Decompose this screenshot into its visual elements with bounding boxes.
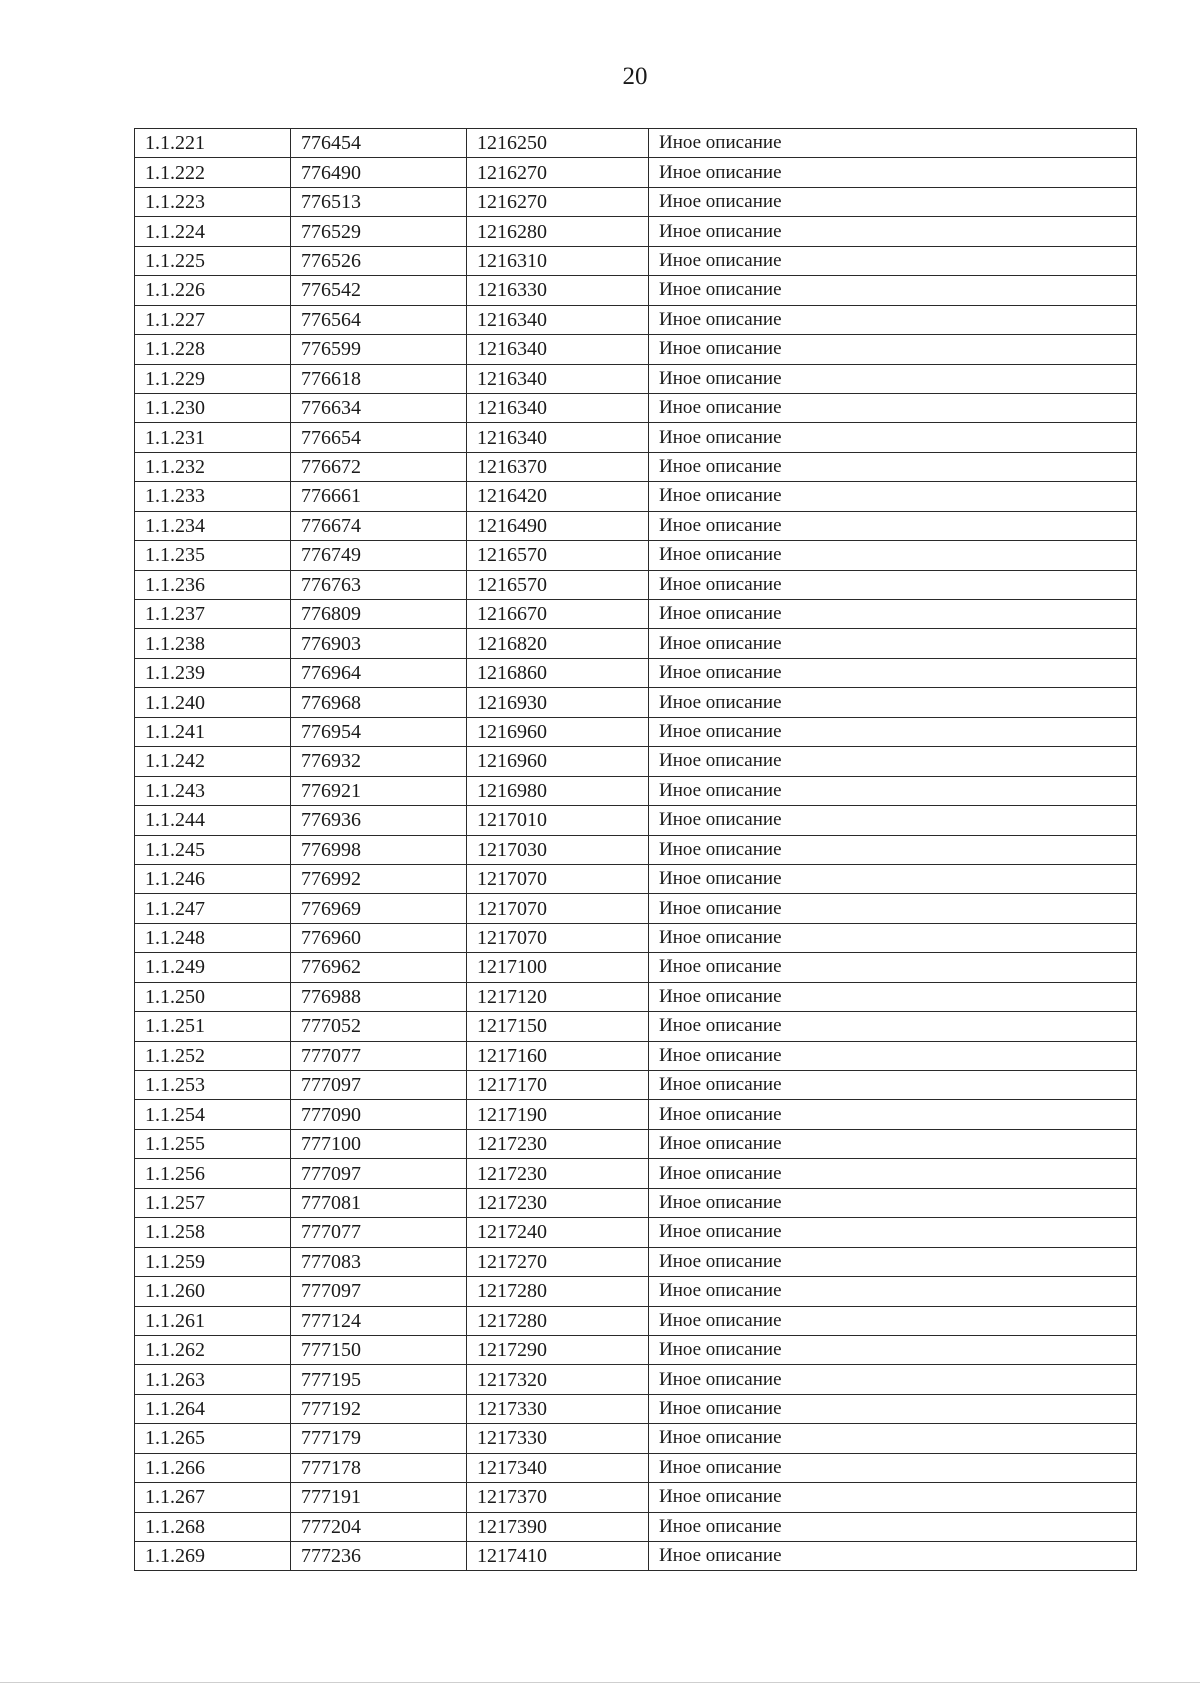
point-number-cell: 1.1.242 (135, 747, 291, 776)
x-coordinate-cell: 776674 (291, 511, 467, 540)
y-coordinate-cell: 1216310 (467, 246, 649, 275)
table-row (135, 629, 1137, 658)
y-coordinate-cell: 1217390 (467, 1512, 649, 1541)
table-row (135, 158, 1137, 187)
table-row (135, 1129, 1137, 1158)
y-coordinate-cell: 1217280 (467, 1277, 649, 1306)
description-cell: Иное описание (649, 953, 1137, 982)
table-row (135, 806, 1137, 835)
x-coordinate-cell: 776936 (291, 806, 467, 835)
x-coordinate-cell: 776809 (291, 600, 467, 629)
table-row (135, 1218, 1137, 1247)
table-row (135, 129, 1137, 158)
description-cell: Иное описание (649, 1394, 1137, 1423)
table-row (135, 1365, 1137, 1394)
y-coordinate-cell: 1216340 (467, 364, 649, 393)
point-number-cell: 1.1.259 (135, 1247, 291, 1276)
table-row (135, 747, 1137, 776)
y-coordinate-cell: 1216270 (467, 187, 649, 216)
point-number-cell: 1.1.243 (135, 776, 291, 805)
description-cell: Иное описание (649, 541, 1137, 570)
x-coordinate-cell: 776661 (291, 482, 467, 511)
table-body (135, 129, 1137, 1571)
point-number-cell: 1.1.227 (135, 305, 291, 334)
table-row (135, 452, 1137, 481)
description-cell: Иное описание (649, 1188, 1137, 1217)
x-coordinate-cell: 777124 (291, 1306, 467, 1335)
description-cell: Иное описание (649, 276, 1137, 305)
point-number-cell: 1.1.262 (135, 1335, 291, 1364)
point-number-cell: 1.1.226 (135, 276, 291, 305)
point-number-cell: 1.1.257 (135, 1188, 291, 1217)
y-coordinate-cell: 1216280 (467, 217, 649, 246)
y-coordinate-cell: 1217370 (467, 1483, 649, 1512)
table-row (135, 1453, 1137, 1482)
page-bottom-edge (0, 1682, 1200, 1683)
table-row (135, 1424, 1137, 1453)
table-row (135, 1041, 1137, 1070)
point-number-cell: 1.1.241 (135, 717, 291, 746)
x-coordinate-cell: 777077 (291, 1041, 467, 1070)
table-row (135, 393, 1137, 422)
table-row (135, 1188, 1137, 1217)
description-cell: Иное описание (649, 1335, 1137, 1364)
description-cell: Иное описание (649, 1365, 1137, 1394)
x-coordinate-cell: 776964 (291, 658, 467, 687)
point-number-cell: 1.1.240 (135, 688, 291, 717)
point-number-cell: 1.1.237 (135, 600, 291, 629)
point-number-cell: 1.1.247 (135, 894, 291, 923)
point-number-cell: 1.1.254 (135, 1100, 291, 1129)
description-cell: Иное описание (649, 717, 1137, 746)
description-cell: Иное описание (649, 1129, 1137, 1158)
description-cell: Иное описание (649, 1306, 1137, 1335)
point-number-cell: 1.1.224 (135, 217, 291, 246)
description-cell: Иное описание (649, 158, 1137, 187)
point-number-cell: 1.1.239 (135, 658, 291, 687)
x-coordinate-cell: 776529 (291, 217, 467, 246)
description-cell: Иное описание (649, 1483, 1137, 1512)
x-coordinate-cell: 776672 (291, 452, 467, 481)
y-coordinate-cell: 1216270 (467, 158, 649, 187)
point-number-cell: 1.1.249 (135, 953, 291, 982)
table-row (135, 923, 1137, 952)
y-coordinate-cell: 1217240 (467, 1218, 649, 1247)
point-number-cell: 1.1.232 (135, 452, 291, 481)
y-coordinate-cell: 1216960 (467, 717, 649, 746)
point-number-cell: 1.1.266 (135, 1453, 291, 1482)
x-coordinate-cell: 777236 (291, 1542, 467, 1571)
description-cell: Иное описание (649, 776, 1137, 805)
x-coordinate-cell: 777195 (291, 1365, 467, 1394)
point-number-cell: 1.1.238 (135, 629, 291, 658)
table-row (135, 1012, 1137, 1041)
y-coordinate-cell: 1217070 (467, 923, 649, 952)
point-number-cell: 1.1.261 (135, 1306, 291, 1335)
point-number-cell: 1.1.244 (135, 806, 291, 835)
description-cell: Иное описание (649, 894, 1137, 923)
x-coordinate-cell: 776969 (291, 894, 467, 923)
y-coordinate-cell: 1217340 (467, 1453, 649, 1482)
description-cell: Иное описание (649, 1159, 1137, 1188)
table-row (135, 187, 1137, 216)
description-cell: Иное описание (649, 1542, 1137, 1571)
description-cell: Иное описание (649, 511, 1137, 540)
x-coordinate-cell: 776654 (291, 423, 467, 452)
y-coordinate-cell: 1217230 (467, 1188, 649, 1217)
y-coordinate-cell: 1217100 (467, 953, 649, 982)
x-coordinate-cell: 776960 (291, 923, 467, 952)
table-row (135, 894, 1137, 923)
description-cell: Иное описание (649, 482, 1137, 511)
x-coordinate-cell: 776749 (291, 541, 467, 570)
table-row (135, 1247, 1137, 1276)
x-coordinate-cell: 776763 (291, 570, 467, 599)
table-row (135, 541, 1137, 570)
point-number-cell: 1.1.223 (135, 187, 291, 216)
y-coordinate-cell: 1216420 (467, 482, 649, 511)
y-coordinate-cell: 1216570 (467, 570, 649, 599)
description-cell: Иное описание (649, 217, 1137, 246)
y-coordinate-cell: 1216490 (467, 511, 649, 540)
x-coordinate-cell: 777204 (291, 1512, 467, 1541)
y-coordinate-cell: 1217320 (467, 1365, 649, 1394)
table-row (135, 570, 1137, 599)
table-row (135, 305, 1137, 334)
y-coordinate-cell: 1217030 (467, 835, 649, 864)
description-cell: Иное описание (649, 923, 1137, 952)
y-coordinate-cell: 1217230 (467, 1129, 649, 1158)
x-coordinate-cell: 777097 (291, 1071, 467, 1100)
point-number-cell: 1.1.246 (135, 864, 291, 893)
point-number-cell: 1.1.267 (135, 1483, 291, 1512)
description-cell: Иное описание (649, 629, 1137, 658)
point-number-cell: 1.1.222 (135, 158, 291, 187)
x-coordinate-cell: 777178 (291, 1453, 467, 1482)
point-number-cell: 1.1.221 (135, 129, 291, 158)
point-number-cell: 1.1.235 (135, 541, 291, 570)
x-coordinate-cell: 777192 (291, 1394, 467, 1423)
table-row (135, 511, 1137, 540)
description-cell: Иное описание (649, 187, 1137, 216)
description-cell: Иное описание (649, 335, 1137, 364)
y-coordinate-cell: 1216340 (467, 335, 649, 364)
x-coordinate-cell: 776542 (291, 276, 467, 305)
point-number-cell: 1.1.245 (135, 835, 291, 864)
y-coordinate-cell: 1216860 (467, 658, 649, 687)
y-coordinate-cell: 1217160 (467, 1041, 649, 1070)
point-number-cell: 1.1.269 (135, 1542, 291, 1571)
y-coordinate-cell: 1217190 (467, 1100, 649, 1129)
description-cell: Иное описание (649, 688, 1137, 717)
table-row (135, 1512, 1137, 1541)
table-row (135, 982, 1137, 1011)
x-coordinate-cell: 777191 (291, 1483, 467, 1512)
point-number-cell: 1.1.236 (135, 570, 291, 599)
x-coordinate-cell: 776490 (291, 158, 467, 187)
y-coordinate-cell: 1216570 (467, 541, 649, 570)
point-number-cell: 1.1.256 (135, 1159, 291, 1188)
description-cell: Иное описание (649, 1453, 1137, 1482)
description-cell: Иное описание (649, 1218, 1137, 1247)
x-coordinate-cell: 776564 (291, 305, 467, 334)
y-coordinate-cell: 1217410 (467, 1542, 649, 1571)
x-coordinate-cell: 776599 (291, 335, 467, 364)
description-cell: Иное описание (649, 1041, 1137, 1070)
point-number-cell: 1.1.252 (135, 1041, 291, 1070)
table-row (135, 600, 1137, 629)
x-coordinate-cell: 776932 (291, 747, 467, 776)
x-coordinate-cell: 776992 (291, 864, 467, 893)
y-coordinate-cell: 1217070 (467, 864, 649, 893)
table-row (135, 276, 1137, 305)
table-row (135, 364, 1137, 393)
x-coordinate-cell: 776921 (291, 776, 467, 805)
description-cell: Иное описание (649, 864, 1137, 893)
point-number-cell: 1.1.253 (135, 1071, 291, 1100)
table-row (135, 246, 1137, 275)
table-row (135, 1100, 1137, 1129)
table-row (135, 1542, 1137, 1571)
table-row (135, 1159, 1137, 1188)
description-cell: Иное описание (649, 1424, 1137, 1453)
point-number-cell: 1.1.231 (135, 423, 291, 452)
page-number: 20 (622, 63, 648, 90)
description-cell: Иное описание (649, 305, 1137, 334)
description-cell: Иное описание (649, 1071, 1137, 1100)
x-coordinate-cell: 777090 (291, 1100, 467, 1129)
point-number-cell: 1.1.265 (135, 1424, 291, 1453)
y-coordinate-cell: 1217150 (467, 1012, 649, 1041)
y-coordinate-cell: 1216960 (467, 747, 649, 776)
table-row (135, 335, 1137, 364)
x-coordinate-cell: 776998 (291, 835, 467, 864)
description-cell: Иное описание (649, 1100, 1137, 1129)
y-coordinate-cell: 1217330 (467, 1394, 649, 1423)
x-coordinate-cell: 777150 (291, 1335, 467, 1364)
x-coordinate-cell: 776903 (291, 629, 467, 658)
table-row (135, 688, 1137, 717)
description-cell: Иное описание (649, 1012, 1137, 1041)
y-coordinate-cell: 1216370 (467, 452, 649, 481)
y-coordinate-cell: 1217230 (467, 1159, 649, 1188)
y-coordinate-cell: 1217170 (467, 1071, 649, 1100)
y-coordinate-cell: 1217290 (467, 1335, 649, 1364)
description-cell: Иное описание (649, 393, 1137, 422)
point-number-cell: 1.1.268 (135, 1512, 291, 1541)
table-row (135, 835, 1137, 864)
description-cell: Иное описание (649, 658, 1137, 687)
description-cell: Иное описание (649, 129, 1137, 158)
y-coordinate-cell: 1217330 (467, 1424, 649, 1453)
x-coordinate-cell: 777097 (291, 1159, 467, 1188)
y-coordinate-cell: 1217120 (467, 982, 649, 1011)
table-row (135, 776, 1137, 805)
table-row (135, 953, 1137, 982)
description-cell: Иное описание (649, 246, 1137, 275)
description-cell: Иное описание (649, 423, 1137, 452)
x-coordinate-cell: 776513 (291, 187, 467, 216)
description-cell: Иное описание (649, 1512, 1137, 1541)
description-cell: Иное описание (649, 364, 1137, 393)
x-coordinate-cell: 777179 (291, 1424, 467, 1453)
description-cell: Иное описание (649, 570, 1137, 599)
table-row (135, 1335, 1137, 1364)
point-number-cell: 1.1.233 (135, 482, 291, 511)
x-coordinate-cell: 776954 (291, 717, 467, 746)
point-number-cell: 1.1.250 (135, 982, 291, 1011)
table-row (135, 423, 1137, 452)
x-coordinate-cell: 777081 (291, 1188, 467, 1217)
table-row (135, 217, 1137, 246)
point-number-cell: 1.1.229 (135, 364, 291, 393)
y-coordinate-cell: 1216340 (467, 423, 649, 452)
y-coordinate-cell: 1217070 (467, 894, 649, 923)
y-coordinate-cell: 1216930 (467, 688, 649, 717)
x-coordinate-cell: 777097 (291, 1277, 467, 1306)
point-number-cell: 1.1.234 (135, 511, 291, 540)
y-coordinate-cell: 1216250 (467, 129, 649, 158)
table-row (135, 1306, 1137, 1335)
x-coordinate-cell: 776962 (291, 953, 467, 982)
y-coordinate-cell: 1216670 (467, 600, 649, 629)
y-coordinate-cell: 1217270 (467, 1247, 649, 1276)
y-coordinate-cell: 1216340 (467, 305, 649, 334)
x-coordinate-cell: 777083 (291, 1247, 467, 1276)
y-coordinate-cell: 1216980 (467, 776, 649, 805)
y-coordinate-cell: 1216820 (467, 629, 649, 658)
description-cell: Иное описание (649, 747, 1137, 776)
table-row (135, 658, 1137, 687)
coordinates-table (134, 128, 1137, 1571)
table-row (135, 864, 1137, 893)
x-coordinate-cell: 776618 (291, 364, 467, 393)
table-row (135, 1483, 1137, 1512)
description-cell: Иное описание (649, 1247, 1137, 1276)
table-row (135, 1071, 1137, 1100)
description-cell: Иное описание (649, 835, 1137, 864)
table-row (135, 1394, 1137, 1423)
point-number-cell: 1.1.263 (135, 1365, 291, 1394)
x-coordinate-cell: 776988 (291, 982, 467, 1011)
point-number-cell: 1.1.248 (135, 923, 291, 952)
description-cell: Иное описание (649, 806, 1137, 835)
description-cell: Иное описание (649, 1277, 1137, 1306)
description-cell: Иное описание (649, 982, 1137, 1011)
x-coordinate-cell: 777052 (291, 1012, 467, 1041)
point-number-cell: 1.1.255 (135, 1129, 291, 1158)
x-coordinate-cell: 776968 (291, 688, 467, 717)
point-number-cell: 1.1.251 (135, 1012, 291, 1041)
table-row (135, 1277, 1137, 1306)
point-number-cell: 1.1.225 (135, 246, 291, 275)
table-row (135, 482, 1137, 511)
coordinates-table-container (134, 128, 1136, 1571)
point-number-cell: 1.1.260 (135, 1277, 291, 1306)
y-coordinate-cell: 1216330 (467, 276, 649, 305)
x-coordinate-cell: 776634 (291, 393, 467, 422)
y-coordinate-cell: 1217280 (467, 1306, 649, 1335)
description-cell: Иное описание (649, 600, 1137, 629)
point-number-cell: 1.1.230 (135, 393, 291, 422)
y-coordinate-cell: 1217010 (467, 806, 649, 835)
point-number-cell: 1.1.258 (135, 1218, 291, 1247)
x-coordinate-cell: 776526 (291, 246, 467, 275)
description-cell: Иное описание (649, 452, 1137, 481)
x-coordinate-cell: 776454 (291, 129, 467, 158)
y-coordinate-cell: 1216340 (467, 393, 649, 422)
point-number-cell: 1.1.264 (135, 1394, 291, 1423)
x-coordinate-cell: 777077 (291, 1218, 467, 1247)
table-row (135, 717, 1137, 746)
point-number-cell: 1.1.228 (135, 335, 291, 364)
x-coordinate-cell: 777100 (291, 1129, 467, 1158)
